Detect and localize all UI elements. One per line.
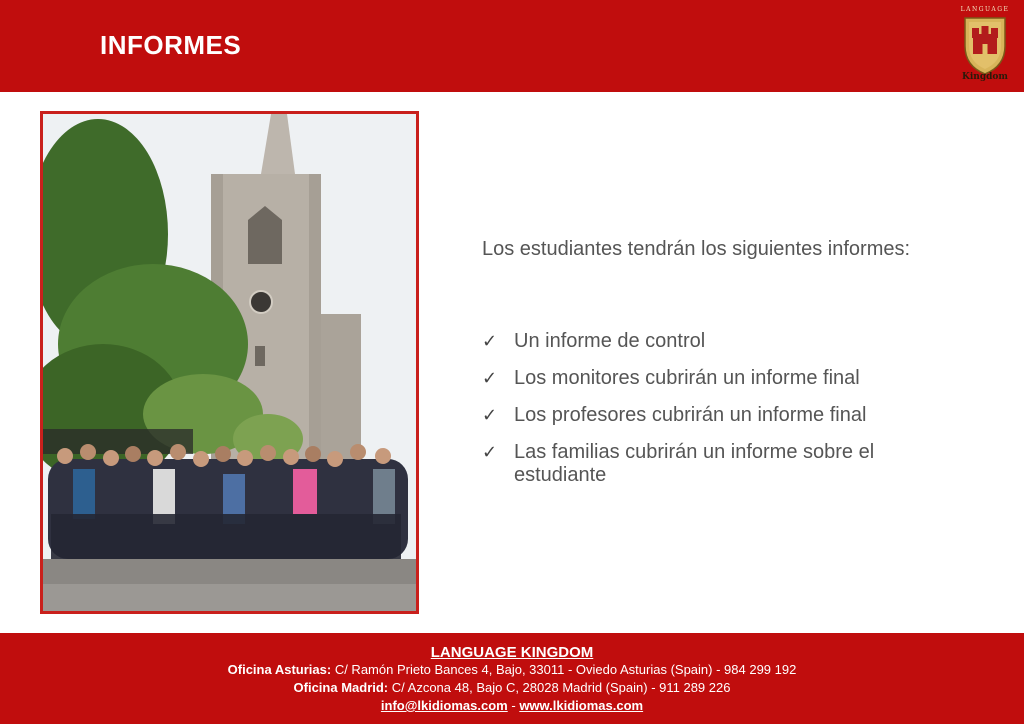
report-list: [482, 330, 982, 501]
madrid-label: Oficina Madrid:: [293, 680, 389, 695]
cathedral-group-photo: [43, 114, 416, 611]
list-item-text: Un informe de control: [514, 330, 706, 352]
list-item: [482, 367, 982, 390]
website-link[interactable]: www.lkidiomas.com: [519, 698, 644, 713]
castle-shield-icon: [956, 12, 1014, 76]
asturias-label: Oficina Asturias:: [227, 662, 332, 677]
footer-asturias-line: [0, 661, 1024, 679]
asturias-address: C/ Ramón Prieto Bances 4, Bajo, 33011 - Oviedo Asturias (Spain) - 984 299 192: [334, 662, 797, 677]
list-item-text: Los monitores cubrirán un informe final: [514, 367, 860, 389]
footer-madrid-line: [0, 679, 1024, 697]
footer-bar: [0, 633, 1024, 724]
footer-company-name: LANGUAGE KINGDOM: [430, 644, 594, 661]
email-link[interactable]: info@lkidiomas.com: [380, 698, 508, 713]
language-kingdom-logo: [956, 6, 1014, 86]
list-item-text: Las familias cubrirán un informe sobre el estudiante: [514, 441, 875, 486]
logo-bottom-text: Kingdom: [962, 72, 1008, 82]
group-photo: [40, 111, 419, 614]
footer-contact-line: [0, 697, 1024, 715]
checkmark-icon: ✓: [482, 405, 498, 426]
list-item: [482, 330, 982, 353]
checkmark-icon: ✓: [482, 331, 498, 352]
madrid-address: C/ Azcona 48, Bajo C, 28028 Madrid (Spain) - 911 289 226: [391, 680, 731, 695]
header-bar: [0, 0, 1024, 92]
list-item: [482, 404, 982, 427]
checkmark-icon: ✓: [482, 442, 498, 463]
contact-separator: -: [511, 698, 516, 713]
logo-top-text: LANGUAGE: [960, 6, 1010, 13]
page-title: INFORMES: [100, 30, 242, 60]
list-item-text: Los profesores cubrirán un informe final: [514, 404, 867, 426]
intro-text: Los estudiantes tendrán los siguientes informes:: [482, 238, 911, 260]
list-item: [482, 441, 982, 487]
checkmark-icon: ✓: [482, 368, 498, 389]
